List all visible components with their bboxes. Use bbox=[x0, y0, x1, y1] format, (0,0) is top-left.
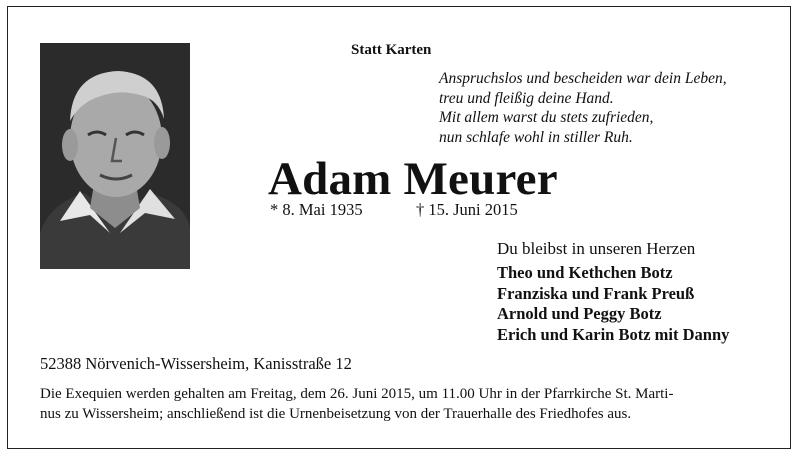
death-date: † 15. Juni 2015 bbox=[416, 200, 518, 219]
poem-line: treu und fleißig deine Hand. bbox=[439, 89, 614, 107]
notice-line: Die Exequien werden gehalten am Freitag, dem 26. Juni 2015, um 11.00 Uhr in der Pfarrkirche St. Marti- bbox=[40, 386, 674, 402]
family-list bbox=[497, 263, 729, 345]
poem-line: Anspruchslos und bescheiden war dein Leben, bbox=[439, 70, 727, 87]
family-member: Arnold und Peggy Botz bbox=[497, 304, 662, 323]
family-member: Franziska und Frank Preuß bbox=[497, 283, 695, 303]
heading-statt-karten: Statt Karten bbox=[351, 42, 432, 58]
notice-line: nus zu Wissersheim; anschließend ist die Urnenbeisetzung von der Trauerhalle des Friedhofes aus. bbox=[40, 406, 632, 422]
poem-line: Mit allem warst du stets zufrieden, bbox=[439, 109, 654, 126]
family-member: Theo und Kethchen Botz bbox=[497, 263, 673, 282]
poem-line: nun schlafe wohl in stiller Ruh. bbox=[439, 128, 633, 146]
family-member: Erich und Karin Botz mit Danny bbox=[497, 324, 730, 344]
remembrance-line: Du bleibst in unseren Herzen bbox=[497, 239, 696, 258]
deceased-name: Adam Meurer bbox=[268, 153, 558, 205]
portrait-photo bbox=[40, 43, 190, 269]
birth-date: * 8. Mai 1935 bbox=[270, 200, 363, 219]
address: 52388 Nörvenich-Wissersheim, Kanisstraße 12 bbox=[40, 354, 352, 373]
poem bbox=[439, 69, 727, 147]
funeral-notice bbox=[40, 384, 740, 424]
